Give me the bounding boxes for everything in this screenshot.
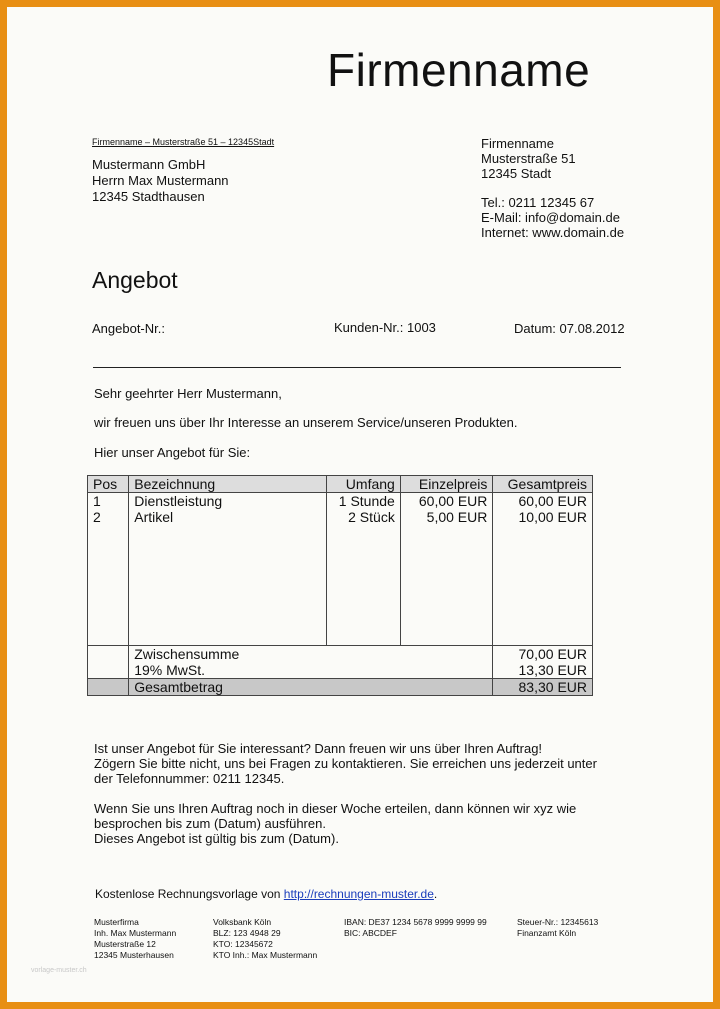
row-unit-price: 60,00 EUR: [400, 493, 493, 510]
template-credit-suffix: .: [433, 887, 438, 901]
template-credit: [95, 887, 437, 901]
recipient-city: 12345 Stadthausen: [92, 189, 205, 204]
company-website: Internet: www.domain.de: [481, 225, 625, 240]
column-header-quantity: Umfang: [327, 476, 400, 493]
vat-row: [88, 662, 593, 679]
table-row: [88, 493, 593, 510]
grand-total-value: 83,30 EUR: [493, 679, 593, 696]
company-info: [481, 136, 624, 240]
footer-line: 12345 Musterhausen: [94, 950, 174, 960]
footer-line: BLZ: 123 4948 29: [213, 928, 281, 938]
closing-line: der Telefonnummer: 0211 12345.: [94, 771, 285, 786]
intro-text: wir freuen uns über Ihr Interesse an unserem Service/unseren Produkten.: [94, 415, 518, 430]
column-header-unit-price: Einzelpreis: [400, 476, 493, 493]
row-total-price: 60,00 EUR: [493, 493, 593, 510]
row-pos: 2: [88, 509, 129, 525]
subtotal-value: 70,00 EUR: [493, 646, 593, 663]
row-quantity: 2 Stück: [327, 509, 400, 525]
document-page: [7, 7, 713, 1002]
table-empty-space: [88, 525, 593, 646]
vat-value: 13,30 EUR: [493, 662, 593, 679]
column-header-description: Bezeichnung: [129, 476, 327, 493]
grand-total-label: Gesamtbetrag: [129, 679, 493, 696]
recipient-person: Herrn Max Mustermann: [92, 173, 229, 188]
footer-line: Inh. Max Mustermann: [94, 928, 177, 938]
footer-company-column: [94, 917, 176, 961]
customer-number: Kunden-Nr.: 1003: [334, 320, 436, 335]
footer-line: IBAN: DE37 1234 5678 9999 9999 99: [344, 917, 487, 927]
closing-line: Ist unser Angebot für Sie interessant? Dann freuen wir uns über Ihren Auftrag!: [94, 741, 543, 756]
vat-label: 19% MwSt.: [129, 662, 493, 679]
footer-iban-column: [344, 917, 487, 939]
row-unit-price: 5,00 EUR: [400, 509, 493, 525]
subtotal-label: Zwischensumme: [129, 646, 493, 663]
template-credit-text: Kostenlose Rechnungsvorlage von: [95, 887, 284, 901]
validity-line: Dieses Angebot ist gültig bis zum (Datum).: [94, 831, 339, 846]
row-description: Dienstleistung: [129, 493, 327, 510]
offer-table: [87, 475, 593, 696]
company-phone: Tel.: 0211 12345 67: [481, 195, 595, 210]
column-header-total-price: Gesamtpreis: [493, 476, 593, 493]
grand-total-row: [88, 679, 593, 696]
company-street: Musterstraße 51: [481, 151, 576, 166]
watermark: vorlage-muster.ch: [31, 967, 87, 974]
column-header-pos: Pos: [88, 476, 129, 493]
recipient-address: [92, 157, 229, 205]
footer-line: Steuer-Nr.: 12345613: [517, 917, 599, 927]
company-email: E-Mail: info@domain.de: [481, 210, 620, 225]
validity-paragraph: [94, 801, 576, 846]
footer-bank-column: [213, 917, 317, 961]
offer-number: Angebot-Nr.:: [92, 321, 165, 336]
company-city: 12345 Stadt: [481, 166, 552, 181]
document-title: Angebot: [92, 267, 178, 293]
divider-line: [93, 367, 621, 368]
row-quantity: 1 Stunde: [327, 493, 400, 510]
table-row: [88, 509, 593, 525]
footer-tax-column: [517, 917, 598, 939]
company-title: Firmenname: [327, 44, 591, 96]
recipient-company: Mustermann GmbH: [92, 157, 206, 172]
subtotal-row: [88, 646, 593, 663]
intro-offer-text: Hier unser Angebot für Sie:: [94, 445, 251, 460]
row-total-price: 10,00 EUR: [493, 509, 593, 525]
sender-address-line: Firmenname – Musterstraße 51 – 12345Stadt: [92, 137, 275, 147]
salutation: Sehr geehrter Herr Mustermann,: [94, 386, 282, 401]
row-pos: 1: [88, 493, 129, 510]
footer-line: Musterstraße 12: [94, 939, 156, 949]
offer-date: Datum: 07.08.2012: [514, 321, 625, 336]
footer-line: BIC: ABCDEF: [344, 928, 397, 938]
company-name: Firmenname: [481, 136, 554, 151]
footer-line: Volksbank Köln: [213, 917, 272, 927]
validity-line: Wenn Sie uns Ihren Auftrag noch in dieser Woche erteilen, dann können wir xyz wie: [94, 801, 577, 816]
table-header-row: [88, 476, 593, 493]
template-link[interactable]: http://rechnungen-muster.de: [283, 887, 434, 901]
closing-line: Zögern Sie bitte nicht, uns bei Fragen zu kontaktieren. Sie erreichen uns jederzeit unter: [94, 756, 597, 771]
footer-line: KTO: 12345672: [213, 939, 273, 949]
footer-line: KTO Inh.: Max Mustermann: [213, 950, 318, 960]
validity-line: besprochen bis zum (Datum) ausführen.: [94, 816, 326, 831]
closing-paragraph: [94, 741, 597, 786]
footer-line: Musterfirma: [94, 917, 139, 927]
footer-line: Finanzamt Köln: [517, 928, 577, 938]
row-description: Artikel: [129, 509, 327, 525]
